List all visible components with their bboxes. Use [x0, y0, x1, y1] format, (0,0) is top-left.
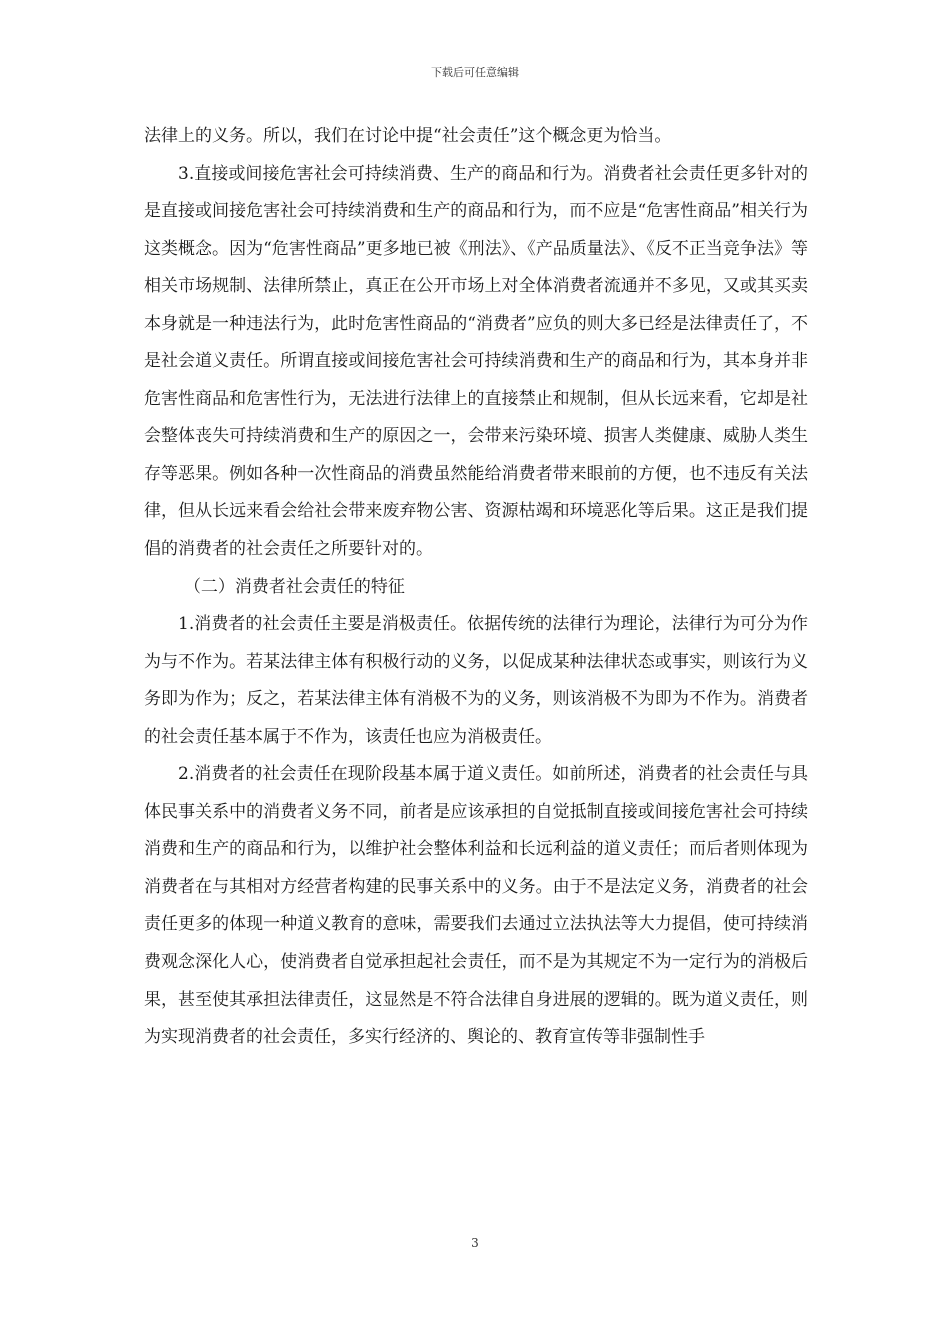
paragraph-feature-2: 2.消费者的社会责任在现阶段基本属于道义责任。如前所述，消费者的社会责任与具体民事关系中的消费者义务不同，前者是应该承担的自觉抵制直接或间接危害社会可持续消费和生产的商品和行为，以维护社会整体利益和长远利益的道义责任；而后者则体现为消费者在与其相对方经营者构建的民事关系中的义务。由于不是法定义务，消费者的社会责任更多的体现一种道义教育的意味，需要我们去通过立法执法等大力提倡，使可持续消费观念深化人心，使消费者自觉承担起社会责任，而不是为其规定不为一定行为的消极后果，甚至使其承担法律责任，这显然是不符合法律自身进展的逻辑的。既为道义责任，则为实现消费者的社会责任，多实行经济的、舆论的、教育宣传等非强制性手 [144, 764, 808, 1048]
paragraph-feature-1: 1.消费者的社会责任主要是消极责任。依据传统的法律行为理论，法律行为可分为作为与不作为。若某法律主体有积极行动的义务，以促成某种法律状态或事实，则该行为义务即为作为；反之，若某法律主体有消极不为的义务，则该消极不为即为不作为。消费者的社会责任基本属于不作为，该责任也应为消极责任。 [144, 614, 808, 747]
page-number: 3 [471, 1236, 479, 1250]
section-heading: （二）消费者社会责任的特征 [183, 576, 405, 597]
paragraph-item-3: 3.直接或间接危害社会可持续消费、生产的商品和行为。消费者社会责任更多针对的是直接或间接危害社会可持续消费和生产的商品和行为，而不应是“危害性商品”相关行为这类概念。因为“危害性商品”更多地已被《刑法》、《产品质量法》、《反不正当竞争法》等相关市场规制、法律所禁止，真正在公开市场上对全体消费者流通并不多见，又或其买卖本身就是一种违法行为，此时危害性商品的“消费者”应负的则大多已经是法律责任了，不是社会道义责任。所谓直接或间接危害社会可持续消费和生产的商品和行为，其本身并非危害性商品和危害性行为，无法进行法律上的直接禁止和规制，但从长远来看，它却是社会整体丧失可持续消费和生产的原因之一，会带来污染环境、损害人类健康、威胁人类生存等恶果。例如各种一次性商品的消费虽然能给消费者带来眼前的方便，也不违反有关法律，但从长远来看会给社会带来废弃物公害、资源枯竭和环境恶化等后果。这正是我们提倡的消费者的社会责任之所要针对的。 [144, 163, 808, 560]
paragraph-continuation: 法律上的义务。所以，我们在讨论中提“社会责任”这个概念更为恰当。 [144, 126, 672, 146]
page-header-note: 下载后可任意编辑 [431, 66, 519, 79]
document-body [144, 118, 808, 1057]
